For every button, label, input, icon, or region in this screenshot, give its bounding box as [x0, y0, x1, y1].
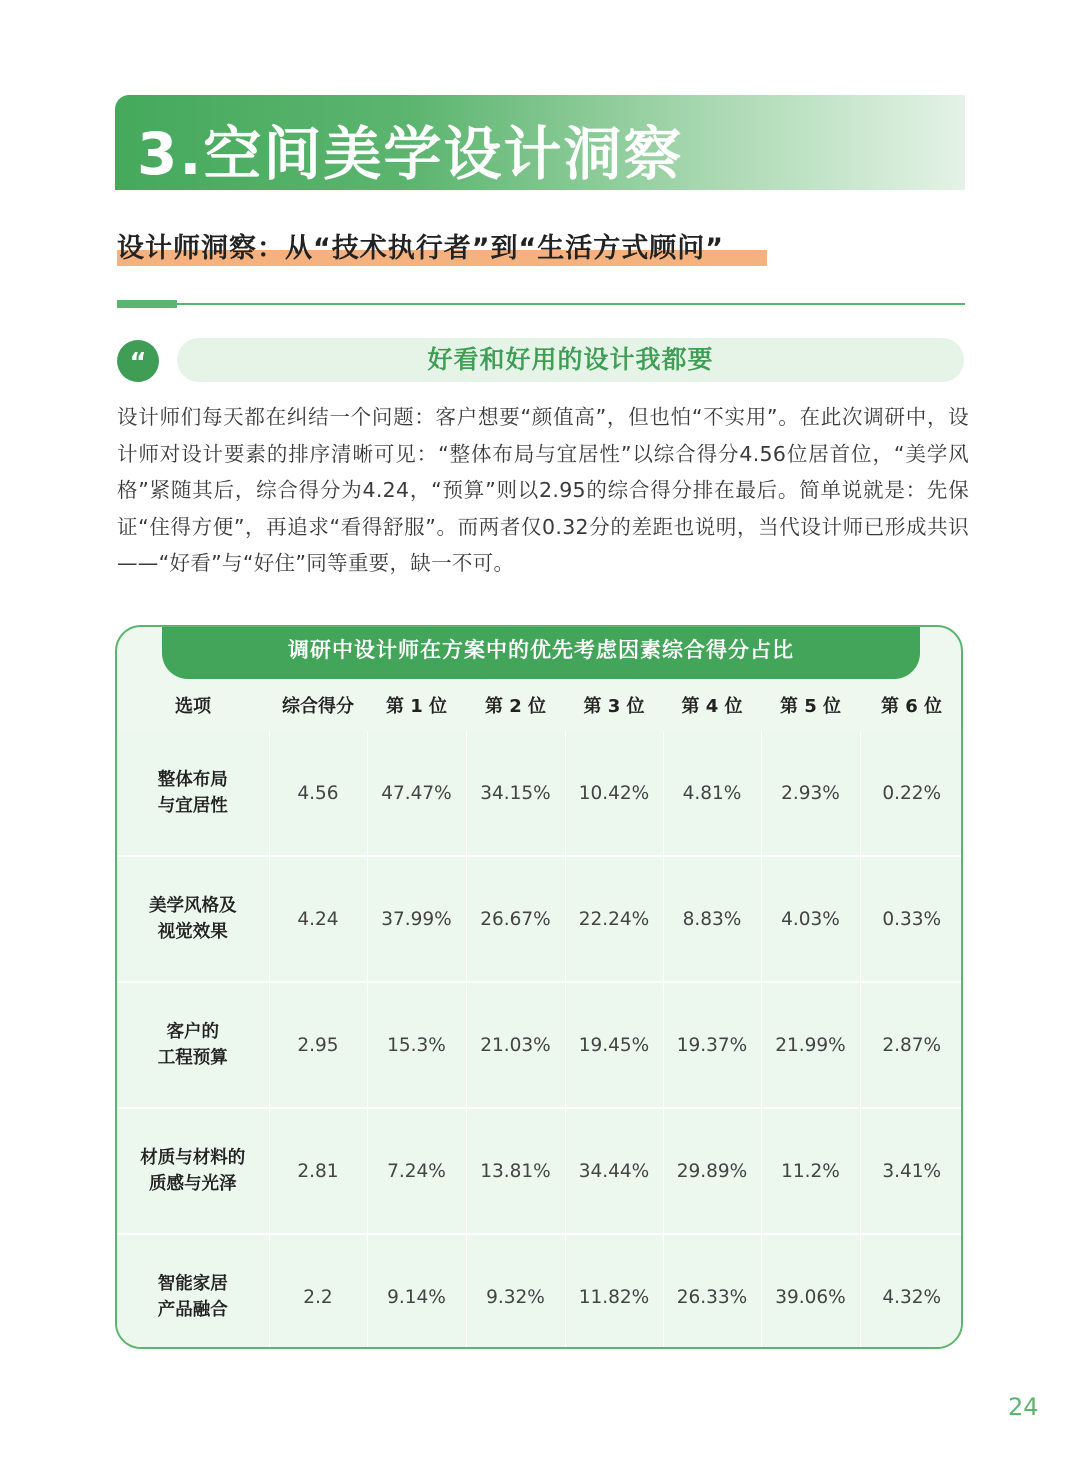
table-cell: 7.24% [367, 1108, 466, 1234]
table-cell: 21.03% [466, 982, 565, 1108]
table-cell: 3.41% [860, 1108, 963, 1234]
quote-heading: 好看和好用的设计我都要 [177, 338, 964, 382]
quote-icon: “ [117, 340, 159, 382]
body-paragraph: 设计师们每天都在纠结一个问题：客户想要“颜值高”，但也怕“不实用”。在此次调研中，设计师对设计要素的排序清晰可见：“整体布局与宜居性”以综合得分4.56位居首位，“美学风格”紧随其后，综合得分为4.24，“预算”则以2.95的综合得分排在最后。简单说就是：先保证“住得方便”，再追求“看得舒服”。而两者仅0.32分的差距也说明，当代设计师已形成共识——“好看”与“好住”同等重要，缺一不可。 [117, 405, 969, 575]
row-label-line: 客户的 [166, 1022, 219, 1042]
table-cell: 39.06% [761, 1234, 860, 1349]
table-cell: 8.83% [663, 856, 761, 982]
table-row [117, 731, 963, 856]
table-row [117, 982, 963, 1108]
table-header-row [117, 679, 963, 731]
table-cell: 2.87% [860, 982, 963, 1108]
table-cell: 19.37% [663, 982, 761, 1108]
data-table-card [115, 625, 963, 1349]
header-rank-5: 第 5 位 [779, 696, 842, 717]
table-cell: 37.99% [367, 856, 466, 982]
table-cell: 34.15% [466, 731, 565, 856]
header-rank-6: 第 6 位 [880, 696, 943, 717]
page-number: 24 [1008, 1393, 1039, 1421]
row-label-line: 视觉效果 [157, 922, 228, 942]
row-label [117, 856, 269, 982]
section-divider [117, 303, 965, 305]
subtitle-block [117, 226, 724, 265]
table-cell: 4.03% [761, 856, 860, 982]
table-cell: 9.32% [466, 1234, 565, 1349]
table-cell: 0.33% [860, 856, 963, 982]
table-cell: 2.81 [269, 1108, 367, 1234]
table-cell: 13.81% [466, 1108, 565, 1234]
table-cell: 21.99% [761, 982, 860, 1108]
table-cell: 47.47% [367, 731, 466, 856]
row-label-line: 智能家居 [157, 1274, 228, 1294]
header-rank-2: 第 2 位 [484, 696, 547, 717]
table-title: 调研中设计师在方案中的优先考虑因素综合得分占比 [162, 625, 920, 679]
table-cell: 4.32% [860, 1234, 963, 1349]
header-rank-1: 第 1 位 [385, 696, 448, 717]
row-label [117, 1234, 269, 1349]
section-divider-accent [117, 300, 177, 308]
header-rank-4: 第 4 位 [681, 696, 743, 717]
row-label [117, 731, 269, 856]
header-score: 综合得分 [282, 696, 354, 717]
row-label-line: 与宜居性 [157, 796, 228, 816]
row-label-line: 整体布局 [157, 770, 228, 790]
row-label-line: 材质与材料的 [140, 1148, 246, 1168]
table-cell: 9.14% [367, 1234, 466, 1349]
row-label-line: 产品融合 [157, 1300, 228, 1320]
row-label [117, 982, 269, 1108]
table-cell: 2.93% [761, 731, 860, 856]
table-cell: 10.42% [565, 731, 663, 856]
data-table [117, 679, 963, 1349]
table-row [117, 856, 963, 982]
table-cell: 26.33% [663, 1234, 761, 1349]
subtitle: 设计师洞察：从“技术执行者”到“生活方式顾问” [117, 233, 724, 264]
table-cell: 15.3% [367, 982, 466, 1108]
row-label-line: 工程预算 [157, 1048, 228, 1068]
table-row [117, 1108, 963, 1234]
row-label [117, 1108, 269, 1234]
section-title: 3.空间美学设计洞察 [137, 120, 684, 188]
row-label-line: 质感与光泽 [149, 1174, 237, 1194]
row-label-line: 美学风格及 [149, 896, 237, 916]
table-cell: 4.81% [663, 731, 761, 856]
table-cell: 22.24% [565, 856, 663, 982]
header-option: 选项 [175, 696, 211, 717]
table-cell: 34.44% [565, 1108, 663, 1234]
table-cell: 4.56 [269, 731, 367, 856]
table-cell: 29.89% [663, 1108, 761, 1234]
section-banner [115, 95, 965, 190]
table-cell: 26.67% [466, 856, 565, 982]
table-cell: 0.22% [860, 731, 963, 856]
table-cell: 2.2 [269, 1234, 367, 1349]
header-rank-3: 第 3 位 [583, 696, 645, 717]
table-cell: 11.2% [761, 1108, 860, 1234]
table-row [117, 1234, 963, 1349]
table-cell: 2.95 [269, 982, 367, 1108]
table-cell: 11.82% [565, 1234, 663, 1349]
table-cell: 4.24 [269, 856, 367, 982]
table-cell: 19.45% [565, 982, 663, 1108]
